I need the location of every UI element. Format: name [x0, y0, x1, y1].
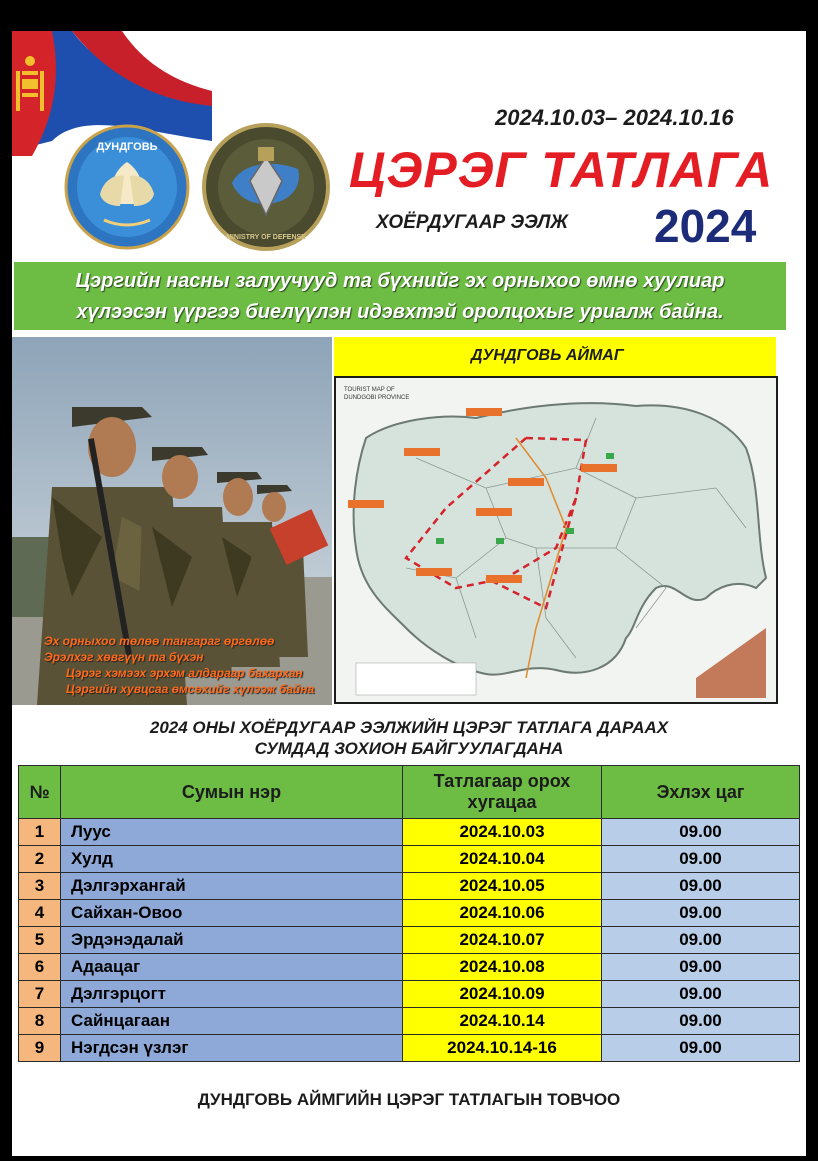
table-row — [19, 873, 800, 900]
slogan-line-2: хүлээсэн үүргээ биелүүлэн идэвхтэй оролцохыг уриалж байна. — [76, 301, 724, 323]
page-title: ЦЭРЭГ ТАТЛАГА — [349, 142, 774, 198]
soum-name: Эрдэнэдалай — [61, 927, 403, 954]
photo-caption — [44, 633, 332, 697]
ministry-of-defense-emblem-icon — [202, 123, 330, 251]
soldiers-photo — [12, 337, 332, 705]
soum-name: Дэлгэрхангай — [61, 873, 403, 900]
table-row — [19, 900, 800, 927]
soum-name: Нэгдсэн үзлэг — [61, 1035, 403, 1062]
start-time: 09.00 — [602, 819, 800, 846]
soum-name: Хулд — [61, 846, 403, 873]
row-number: 3 — [19, 873, 61, 900]
start-time: 09.00 — [602, 981, 800, 1008]
row-number: 2 — [19, 846, 61, 873]
table-row — [19, 981, 800, 1008]
conscription-date: 2024.10.08 — [403, 954, 602, 981]
emblem-right-text: MINISTRY OF DEFENSE — [226, 234, 306, 241]
province-map-graphic — [336, 378, 776, 702]
row-number: 1 — [19, 819, 61, 846]
column-header: Эхлэх цаг — [602, 766, 800, 819]
caption-line: Цэрэг хэмээх эрхэм алдараар бахархан — [66, 666, 303, 680]
column-header: Татлагаар орох хугацаа — [403, 766, 602, 819]
dundgovi-emblem-icon — [64, 124, 190, 250]
province-map — [334, 376, 778, 704]
start-time: 09.00 — [602, 900, 800, 927]
schedule-heading-line-1: 2024 ОНЫ ХОЁРДУГААР ЭЭЛЖИЙН ЦЭРЭГ ТАТЛАГА ДАРААХ — [149, 718, 669, 737]
conscription-date: 2024.10.09 — [403, 981, 602, 1008]
caption-line: Цэргийн хувцсаа өмсөхийг хүлээж байна — [66, 682, 315, 696]
schedule-table — [18, 765, 800, 1062]
soum-name: Сайхан-Овоо — [61, 900, 403, 927]
schedule-heading-line-2: СУМДАД ЗОХИОН БАЙГУУЛАГДАНА — [254, 739, 564, 758]
conscription-date: 2024.10.03 — [403, 819, 602, 846]
map-title: TOURIST MAP OF DUNDGOBI PROVINCE — [344, 387, 410, 401]
schedule-heading — [12, 717, 806, 759]
start-time: 09.00 — [602, 873, 800, 900]
emblem-left-text: ДУНДГОВЬ — [96, 141, 158, 153]
conscription-date: 2024.10.14 — [403, 1008, 602, 1035]
soum-name: Дэлгэрцогт — [61, 981, 403, 1008]
year-label: 2024 — [654, 200, 757, 252]
conscription-date: 2024.10.14-16 — [403, 1035, 602, 1062]
soum-name: Сайнцагаан — [61, 1008, 403, 1035]
conscription-date: 2024.10.06 — [403, 900, 602, 927]
slogan-line-1: Цэргийн насны залуучууд та бүхнийг эх орныхоо өмнө хуулиар — [75, 270, 725, 292]
caption-line: Эрэлхэг хөвгүүн та бүхэн — [44, 650, 204, 664]
soum-name: Адаацаг — [61, 954, 403, 981]
start-time: 09.00 — [602, 846, 800, 873]
soum-name: Луус — [61, 819, 403, 846]
footer-organization: ДУНДГОВЬ АЙМГИЙН ЦЭРЭГ ТАТЛАГЫН ТОВЧОО — [197, 1090, 621, 1109]
caption-line: Эх орныхоо төлөө тангараг өргөлөө — [44, 634, 275, 648]
conscription-date: 2024.10.04 — [403, 846, 602, 873]
start-time: 09.00 — [602, 1008, 800, 1035]
column-header: Сумын нэр — [61, 766, 403, 819]
table-row — [19, 927, 800, 954]
table-row — [19, 954, 800, 981]
column-header: № — [19, 766, 61, 819]
table-row — [19, 1035, 800, 1062]
subtitle: ХОЁРДУГААР ЭЭЛЖ — [376, 212, 569, 233]
row-number: 8 — [19, 1008, 61, 1035]
table-row — [19, 846, 800, 873]
row-number: 7 — [19, 981, 61, 1008]
map-header-label: ДУНДГОВЬ АЙМАГ — [471, 347, 624, 364]
row-number: 5 — [19, 927, 61, 954]
row-number: 6 — [19, 954, 61, 981]
table-header-row — [19, 766, 800, 819]
conscription-date: 2024.10.05 — [403, 873, 602, 900]
start-time: 09.00 — [602, 1035, 800, 1062]
row-number: 4 — [19, 900, 61, 927]
start-time: 09.00 — [602, 954, 800, 981]
date-range: 2024.10.03– 2024.10.16 — [495, 105, 734, 130]
slogan-banner — [14, 262, 786, 330]
conscription-date: 2024.10.07 — [403, 927, 602, 954]
table-row — [19, 1008, 800, 1035]
row-number: 9 — [19, 1035, 61, 1062]
map-header — [334, 337, 776, 377]
table-row — [19, 819, 800, 846]
start-time: 09.00 — [602, 927, 800, 954]
poster — [12, 31, 806, 1156]
